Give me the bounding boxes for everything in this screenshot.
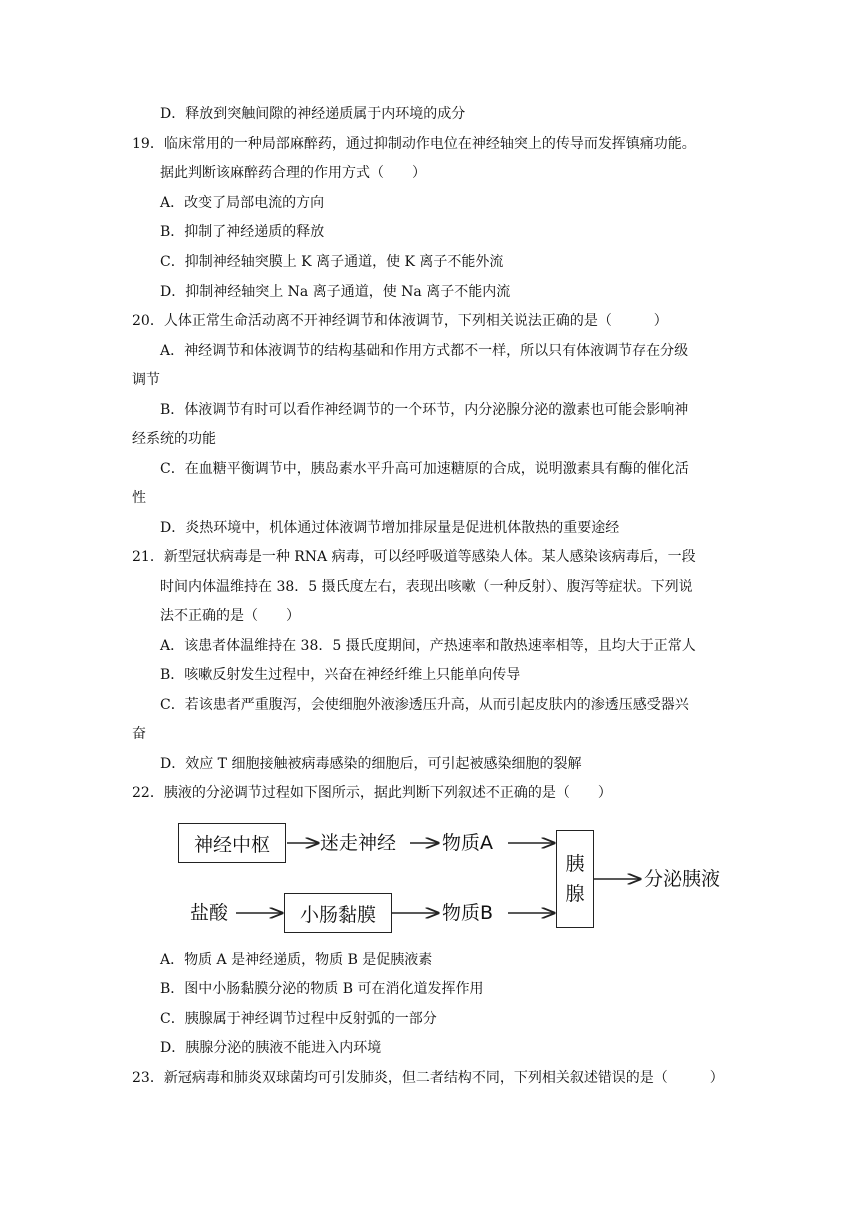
substance-b-label: 物质B — [442, 902, 494, 924]
q22-option-a: A．物质 A 是神经递质，物质 B 是促胰液素 — [160, 952, 433, 968]
q19-option-d: D．抑制神经轴突上 Na 离子通道，使 Na 离子不能内流 — [160, 284, 511, 300]
q21-option-a: A．该患者体温维持在 38．5 摄氏度期间，产热速率和散热速率相等，且均大于正常人 — [160, 638, 696, 654]
q20-option-a: A．神经调节和体液调节的结构基础和作用方式都不一样，所以只有体液调节存在分级 — [160, 343, 689, 359]
q21-stem-1: 21．新型冠状病毒是一种 RNA 病毒，可以经呼吸道等感染人体。某人感染该病毒后，一段 — [132, 549, 696, 565]
q21-option-c-cont: 奋 — [132, 726, 146, 742]
q21-stem-3: 法不正确的是（ ） — [160, 608, 300, 624]
q19-stem-2: 据此判断该麻醉药合理的作用方式（ ） — [160, 165, 426, 181]
q20-option-a-cont: 调节 — [132, 372, 160, 388]
q21-option-c: C．若该患者严重腹泻，会使细胞外液渗透压升高，从而引起皮肤内的渗透压感受器兴 — [160, 697, 689, 713]
substance-a-label: 物质A — [442, 832, 493, 854]
q20-option-c: C．在血糖平衡调节中，胰岛素水平升高可加速糖原的合成，说明激素具有酶的催化活 — [160, 461, 689, 477]
q22-stem: 22．胰液的分泌调节过程如下图所示，据此判断下列叙述不正确的是（ ） — [132, 785, 612, 801]
q20-option-d: D．炎热环境中，机体通过体液调节增加排尿量是促进机体散热的重要途经 — [160, 520, 620, 536]
q22-option-b: B．图中小肠黏膜分泌的物质 B 可在消化道发挥作用 — [160, 981, 484, 997]
q21-option-b: B．咳嗽反射发生过程中，兴奋在神经纤维上只能单向传导 — [160, 667, 521, 683]
q22-option-c: C．胰腺属于神经调节过程中反射弧的一部分 — [160, 1011, 437, 1027]
nerve-center-box: 神经中枢 — [178, 823, 286, 863]
mucosa-box: 小肠黏膜 — [284, 893, 392, 933]
q19-stem-1: 19．临床常用的一种局部麻醉药，通过抑制动作电位在神经轴突上的传导而发挥镇痛功能。 — [132, 136, 696, 152]
q20-option-c-cont: 性 — [132, 490, 146, 506]
q21-stem-2: 时间内体温维持在 38．5 摄氏度左右，表现出咳嗽（一种反射）、腹泻等症状。下列说 — [160, 579, 693, 595]
q23-stem: 23．新冠病毒和肺炎双球菌均可引发肺炎，但二者结构不同，下列相关叙述错误的是（ ） — [132, 1070, 724, 1086]
pancreas-box: 胰 腺 — [556, 830, 594, 928]
q22-option-d: D．胰腺分泌的胰液不能进入内环境 — [160, 1040, 382, 1056]
vagus-label: 迷走神经 — [320, 832, 397, 854]
secrete-label: 分泌胰液 — [644, 868, 721, 890]
q20-stem: 20．人体正常生命活动离不开神经调节和体液调节，下列相关说法正确的是（ ） — [132, 313, 668, 329]
q20-option-b: B．体液调节有时可以看作神经调节的一个环节，内分泌腺分泌的激素也可能会影响神 — [160, 402, 689, 418]
l1: D．释放到突触间隙的神经递质属于内环境的成分 — [160, 106, 466, 122]
q19-option-b: B．抑制了神经递质的释放 — [160, 224, 325, 240]
q19-option-a: A．改变了局部电流的方向 — [160, 195, 325, 211]
hcl-label: 盐酸 — [190, 902, 229, 924]
q21-option-d: D．效应 T 细胞接触被病毒感染的细胞后，可引起被感染细胞的裂解 — [160, 756, 582, 772]
q19-option-c: C．抑制神经轴突膜上 K 离子通道，使 K 离子不能外流 — [160, 254, 504, 270]
q20-option-b-cont: 经系统的功能 — [132, 431, 216, 447]
